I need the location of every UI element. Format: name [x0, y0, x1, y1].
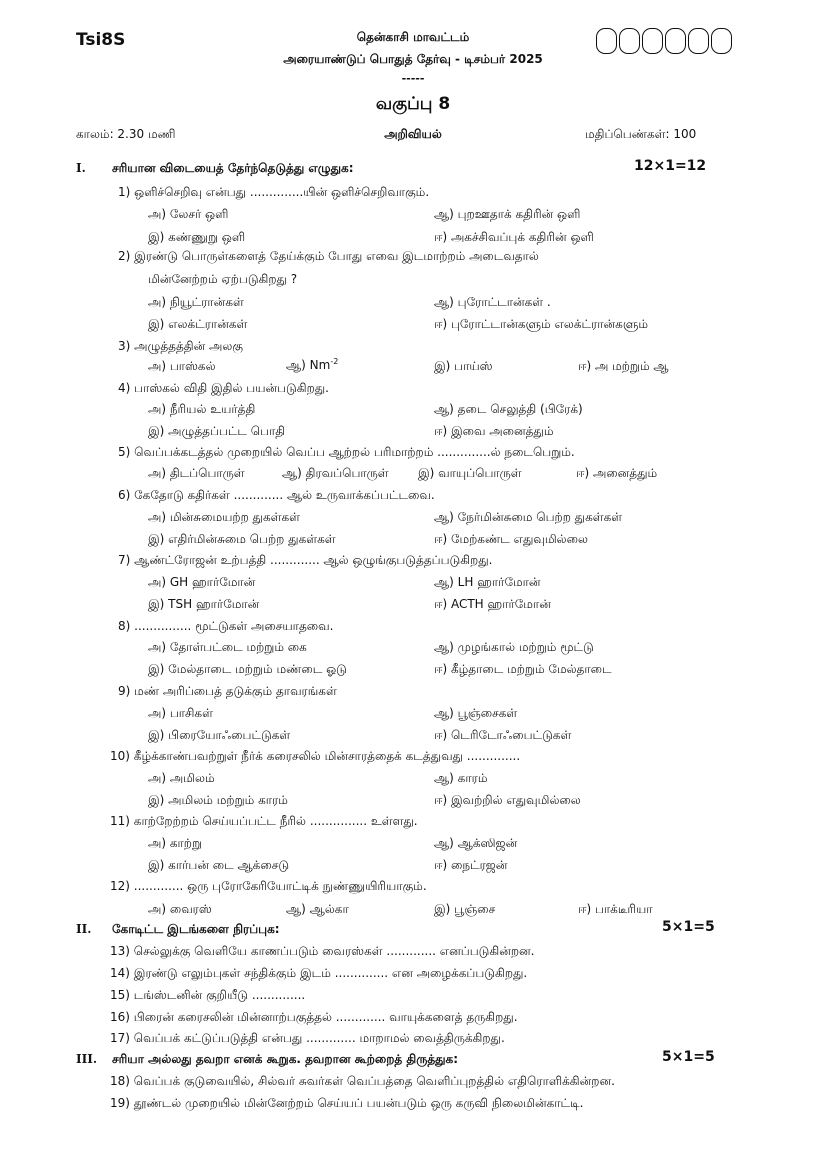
q12-option-b: ஆ) ஆல்கா: [286, 902, 349, 916]
question-12: 12) ............. ஒரு புரோகேரியோட்டிக் நுண்ணுயிரியாகும்.: [110, 879, 427, 893]
register-box: [665, 28, 686, 54]
q5-option-c: இ) வாயுப்பொருள்: [418, 466, 522, 480]
subject-title: அறிவியல்: [384, 127, 442, 141]
max-marks: மதிப்பெண்கள்: 100: [585, 127, 697, 141]
register-number-boxes: [596, 28, 732, 54]
section-2-heading: II. கோடிட்ட இடங்களை நிரப்புக:: [76, 922, 280, 936]
question-1: 1) ஒளிச்செறிவு என்பது ..............யின் ஒளிச்செறிவாகும்.: [118, 185, 430, 199]
question-13: 13) செல்லுக்கு வெளியே காணப்படும் வைரஸ்கள் ............. எனப்படுகின்றன.: [110, 944, 535, 958]
q10-option-c: இ) அமிலம் மற்றும் காரம்: [148, 793, 288, 807]
register-box: [711, 28, 732, 54]
q7-option-a: அ) GH ஹார்மோன்: [148, 575, 256, 589]
question-14: 14) இரண்டு எலும்புகள் சந்திக்கும் இடம் .............. என அழைக்கப்படுகிறது.: [110, 966, 528, 980]
q10-option-d: ஈ) இவற்றில் எதுவுமில்லை: [434, 793, 581, 807]
section-3-marks: 5×1=5: [662, 1049, 715, 1065]
q11-option-a: அ) காற்று: [148, 836, 202, 850]
question-3: 3) அழுத்தத்தின் அலகு: [118, 339, 243, 353]
q9-option-b: ஆ) பூஞ்சைகள்: [434, 706, 518, 720]
question-6: 6) கேதோடு கதிர்கள் ............. ஆல் உருவாக்கப்பட்டவை.: [118, 488, 435, 502]
q6-option-c: இ) எதிர்மின்சுமை பெற்ற துகள்கள்: [148, 532, 336, 546]
q8-option-b: ஆ) முழங்கால் மற்றும் மூட்டு: [434, 640, 594, 654]
q6-option-b: ஆ) நேர்மின்சுமை பெற்ற துகள்கள்: [434, 510, 623, 524]
q4-option-a: அ) நீரியல் உயர்த்தி: [148, 402, 256, 416]
paper-code: Tsi8S: [76, 30, 126, 50]
question-17: 17) வெப்பக் கட்டுப்படுத்தி என்பது ............. மாறாமல் வைத்திருக்கிறது.: [110, 1031, 505, 1045]
q6-option-d: ஈ) மேற்கண்ட எதுவுமில்லை: [434, 532, 588, 546]
register-box: [596, 28, 617, 54]
q2-option-d: ஈ) புரோட்டான்களும் எலக்ட்ரான்களும்: [434, 317, 648, 331]
q5-option-a: அ) திடப்பொருள்: [148, 466, 245, 480]
q10-option-a: அ) அமிலம்: [148, 771, 215, 785]
register-box: [642, 28, 663, 54]
register-box: [688, 28, 709, 54]
question-19: 19) தூண்டல் முறையில் மின்னேற்றம் செய்யப் பயன்படும் ஒரு கருவி நிலைமின்காட்டி.: [110, 1096, 584, 1110]
question-2: 2) இரண்டு பொருள்களைத் தேய்க்கும் போது எவை இடமாற்றம் அடைவதால்: [118, 249, 539, 263]
register-box: [619, 28, 640, 54]
question-5: 5) வெப்பக்கடத்தல் முறையில் வெப்ப ஆற்றல் பரிமாற்றம் ..............ல் நடைபெறும்.: [118, 445, 575, 459]
q7-option-b: ஆ) LH ஹார்மோன்: [434, 575, 541, 589]
question-18: 18) வெப்பக் குடுவையில், சில்வர் சுவர்கள் வெப்பத்தை வெளிப்புறத்தில் எதிரொளிக்கின்றன.: [110, 1074, 615, 1088]
section-3-heading: III. சரியா அல்லது தவறா எனக் கூறுக. தவறான கூற்றைத் திருத்துக:: [76, 1052, 459, 1066]
q1-option-a: அ) லேசர் ஒளி: [148, 207, 229, 221]
q9-option-d: ஈ) டெரிடோஃபைட்டுகள்: [434, 728, 572, 742]
section-1-marks: 12×1=12: [634, 158, 707, 174]
q2-option-c: இ) எலக்ட்ரான்கள்: [148, 317, 248, 331]
q12-option-a: அ) வைரஸ்: [148, 902, 212, 916]
q1-option-d: ஈ) அகச்சிவப்புக் கதிரின் ஒளி: [434, 230, 594, 244]
q5-option-d: ஈ) அனைத்தும்: [576, 466, 658, 480]
question-16: 16) பிரைன் கரைசலின் மின்னாற்பகுத்தல் ............. வாயுக்களைத் தருகிறது.: [110, 1010, 518, 1024]
exam-time: காலம்: 2.30 மணி: [76, 127, 176, 141]
question-10: 10) கீழ்க்காண்பவற்றுள் நீர்க் கரைசலில் மின்சாரத்தைக் கடத்துவது ..............: [110, 749, 521, 763]
q7-option-d: ஈ) ACTH ஹார்மோன்: [434, 597, 551, 611]
question-15: 15) டங்ஸ்டனின் குறியீடு ..............: [110, 988, 306, 1002]
question-4: 4) பாஸ்கல் விதி இதில் பயன்படுகிறது.: [118, 381, 329, 395]
question-7: 7) ஆண்ட்ரோஜன் உற்பத்தி ............. ஆல் ஒழுங்குபடுத்தப்படுகிறது.: [118, 553, 493, 567]
q2-option-a: அ) நியூட்ரான்கள்: [148, 295, 244, 309]
section-2-marks: 5×1=5: [662, 919, 715, 935]
q3-option-b: ஆ) $Nm^{-2}$: [286, 357, 339, 372]
question-8: 8) ............... மூட்டுகள் அசையாதவை.: [118, 619, 334, 633]
q5-option-b: ஆ) திரவப்பொருள்: [282, 466, 389, 480]
q2-option-b: ஆ) புரோட்டான்கள் .: [434, 295, 551, 309]
question-2-line-2: மின்னேற்றம் ஏற்படுகிறது ?: [148, 272, 298, 286]
district-title: தென்காசி மாவட்டம்: [356, 30, 470, 44]
q11-option-d: ஈ) நைட்ரஜன்: [434, 858, 508, 872]
q3-option-a: அ) பாஸ்கல்: [148, 359, 216, 373]
q7-option-c: இ) TSH ஹார்மோன்: [148, 597, 260, 611]
question-11: 11) காற்றேற்றம் செய்யப்பட்ட நீரில் ............... உள்ளது.: [110, 814, 418, 828]
q3-option-c: இ) பாய்ஸ்: [434, 359, 493, 373]
q4-option-d: ஈ) இவை அனைத்தும்: [434, 424, 554, 438]
grade-title: வகுப்பு 8: [375, 94, 451, 114]
q8-option-d: ஈ) கீழ்தாடை மற்றும் மேல்தாடை: [434, 662, 612, 676]
q10-option-b: ஆ) காரம்: [434, 771, 488, 785]
question-9: 9) மண் அரிப்பைத் தடுக்கும் தாவரங்கள்: [118, 684, 337, 698]
q12-option-c: இ) பூஞ்சை: [434, 902, 496, 916]
q12-option-d: ஈ) பாக்டீரியா: [578, 902, 653, 916]
q6-option-a: அ) மின்சுமையற்ற துகள்கள்: [148, 510, 300, 524]
q11-option-c: இ) கார்பன் டை ஆக்சைடு: [148, 858, 290, 872]
q1-option-c: இ) கண்ணுறு ஒளி: [148, 230, 246, 244]
q8-option-a: அ) தோள்பட்டை மற்றும் கை: [148, 640, 307, 654]
q1-option-b: ஆ) புறஊதாக் கதிரின் ஒளி: [434, 207, 581, 221]
exam-title: அரையாண்டுப் பொதுத் தேர்வு - டிசம்பர் 2025: [283, 52, 543, 66]
q8-option-c: இ) மேல்தாடை மற்றும் மண்டை ஓடு: [148, 662, 347, 676]
q9-option-c: இ) பிரையோஃபைட்டுகள்: [148, 728, 291, 742]
q11-option-b: ஆ) ஆக்ஸிஜன்: [434, 836, 518, 850]
q9-option-a: அ) பாசிகள்: [148, 706, 213, 720]
q3-option-d: ஈ) அ மற்றும் ஆ: [578, 359, 669, 373]
q4-option-c: இ) அழுத்தப்பட்ட பொதி: [148, 424, 286, 438]
section-1-heading: I. சரியான விடையைத் தேர்ந்தெடுத்து எழுதுக:: [76, 161, 354, 175]
q4-option-b: ஆ) தடை செலுத்தி (பிரேக்): [434, 402, 583, 416]
separator-dashes: -----: [401, 72, 425, 85]
